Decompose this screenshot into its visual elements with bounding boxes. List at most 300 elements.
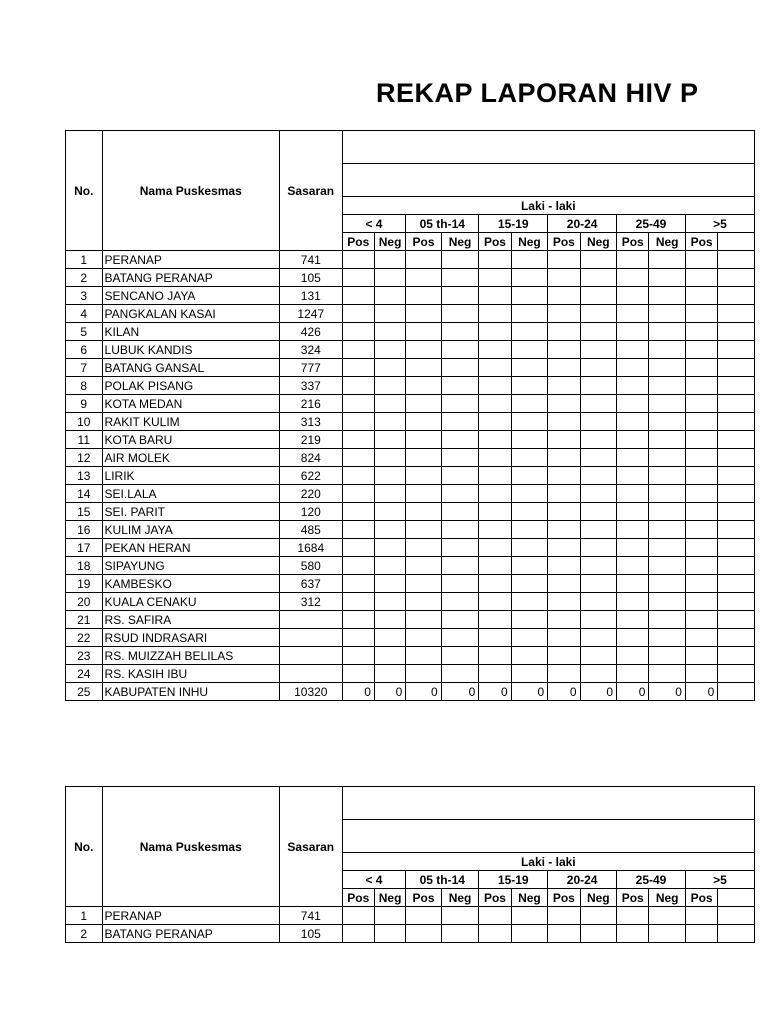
row-value-cell[interactable]: [406, 503, 441, 521]
row-value-cell[interactable]: [511, 665, 548, 683]
row-value-cell[interactable]: [685, 287, 717, 305]
row-value-cell[interactable]: [441, 377, 479, 395]
row-value-cell[interactable]: [511, 629, 548, 647]
row-value-cell[interactable]: [685, 575, 717, 593]
row-value-cell[interactable]: [649, 359, 686, 377]
row-value-cell[interactable]: [406, 907, 441, 925]
row-value-cell[interactable]: [374, 467, 405, 485]
row-value-cell[interactable]: [374, 907, 405, 925]
row-value-cell[interactable]: [685, 907, 717, 925]
row-value-cell[interactable]: [617, 413, 649, 431]
row-value-cell[interactable]: [617, 593, 649, 611]
row-value-cell[interactable]: [441, 305, 479, 323]
row-value-cell[interactable]: [342, 575, 374, 593]
row-no[interactable]: 6: [66, 341, 103, 359]
row-value-cell[interactable]: [548, 593, 580, 611]
row-name[interactable]: KUALA CENAKU: [102, 593, 279, 611]
row-value-cell[interactable]: [342, 503, 374, 521]
row-value-cell[interactable]: [406, 539, 441, 557]
row-value-cell[interactable]: [649, 251, 686, 269]
row-value-cell[interactable]: [649, 503, 686, 521]
row-value-cell[interactable]: [511, 323, 548, 341]
row-target[interactable]: 219: [279, 431, 342, 449]
row-value-cell[interactable]: [374, 665, 405, 683]
row-value-cell[interactable]: [685, 539, 717, 557]
row-value-cell[interactable]: [406, 449, 441, 467]
row-value-cell[interactable]: [649, 539, 686, 557]
row-value-cell[interactable]: 0: [511, 683, 548, 701]
row-value-cell[interactable]: [718, 907, 755, 925]
row-target[interactable]: 120: [279, 503, 342, 521]
row-value-cell[interactable]: [374, 503, 405, 521]
row-value-cell[interactable]: [617, 629, 649, 647]
row-value-cell[interactable]: [580, 449, 617, 467]
row-value-cell[interactable]: [406, 431, 441, 449]
row-value-cell[interactable]: [511, 413, 548, 431]
row-value-cell[interactable]: [479, 907, 511, 925]
row-value-cell[interactable]: [342, 341, 374, 359]
row-value-cell[interactable]: [342, 395, 374, 413]
row-value-cell[interactable]: [511, 485, 548, 503]
row-value-cell[interactable]: [718, 305, 755, 323]
row-value-cell[interactable]: [649, 377, 686, 395]
row-value-cell[interactable]: [718, 431, 755, 449]
row-target[interactable]: 313: [279, 413, 342, 431]
row-value-cell[interactable]: [479, 251, 511, 269]
row-no[interactable]: 2: [66, 925, 103, 943]
row-value-cell[interactable]: [548, 467, 580, 485]
row-value-cell[interactable]: [580, 665, 617, 683]
row-value-cell[interactable]: [548, 907, 580, 925]
row-value-cell[interactable]: 0: [685, 683, 717, 701]
row-value-cell[interactable]: [649, 521, 686, 539]
row-value-cell[interactable]: [511, 539, 548, 557]
row-value-cell[interactable]: [374, 449, 405, 467]
row-value-cell[interactable]: [441, 521, 479, 539]
row-value-cell[interactable]: [374, 287, 405, 305]
row-value-cell[interactable]: [374, 341, 405, 359]
row-value-cell[interactable]: [441, 593, 479, 611]
row-value-cell[interactable]: 0: [406, 683, 441, 701]
row-value-cell[interactable]: [718, 341, 755, 359]
row-value-cell[interactable]: [580, 341, 617, 359]
row-value-cell[interactable]: [374, 431, 405, 449]
row-value-cell[interactable]: [511, 341, 548, 359]
row-value-cell[interactable]: [479, 431, 511, 449]
row-value-cell[interactable]: [511, 647, 548, 665]
row-target[interactable]: [279, 611, 342, 629]
row-value-cell[interactable]: [548, 485, 580, 503]
row-value-cell[interactable]: [406, 323, 441, 341]
row-no[interactable]: 20: [66, 593, 103, 611]
row-no[interactable]: 12: [66, 449, 103, 467]
row-value-cell[interactable]: [548, 359, 580, 377]
row-value-cell[interactable]: [718, 611, 755, 629]
row-no[interactable]: 16: [66, 521, 103, 539]
row-value-cell[interactable]: [685, 665, 717, 683]
row-value-cell[interactable]: [511, 431, 548, 449]
row-value-cell[interactable]: [479, 413, 511, 431]
row-value-cell[interactable]: [441, 575, 479, 593]
row-value-cell[interactable]: [342, 467, 374, 485]
row-no[interactable]: 9: [66, 395, 103, 413]
row-value-cell[interactable]: [406, 341, 441, 359]
row-no[interactable]: 19: [66, 575, 103, 593]
row-value-cell[interactable]: [718, 503, 755, 521]
row-target[interactable]: 337: [279, 377, 342, 395]
row-target[interactable]: [279, 665, 342, 683]
row-value-cell[interactable]: [479, 593, 511, 611]
row-name[interactable]: SENCANO JAYA: [102, 287, 279, 305]
row-value-cell[interactable]: [548, 431, 580, 449]
row-value-cell[interactable]: [649, 647, 686, 665]
row-value-cell[interactable]: [685, 305, 717, 323]
row-value-cell[interactable]: [511, 593, 548, 611]
row-value-cell[interactable]: [685, 413, 717, 431]
row-value-cell[interactable]: [718, 521, 755, 539]
row-value-cell[interactable]: [406, 593, 441, 611]
row-value-cell[interactable]: [685, 647, 717, 665]
row-value-cell[interactable]: [580, 611, 617, 629]
row-value-cell[interactable]: [548, 539, 580, 557]
row-value-cell[interactable]: [479, 449, 511, 467]
row-value-cell[interactable]: [406, 269, 441, 287]
row-name[interactable]: PANGKALAN KASAI: [102, 305, 279, 323]
row-no[interactable]: 3: [66, 287, 103, 305]
row-value-cell[interactable]: [649, 593, 686, 611]
row-value-cell[interactable]: 0: [649, 683, 686, 701]
row-value-cell[interactable]: [342, 629, 374, 647]
row-value-cell[interactable]: [342, 305, 374, 323]
row-value-cell[interactable]: [511, 377, 548, 395]
row-value-cell[interactable]: [511, 269, 548, 287]
row-value-cell[interactable]: [649, 665, 686, 683]
row-value-cell[interactable]: [685, 611, 717, 629]
row-value-cell[interactable]: [718, 647, 755, 665]
row-value-cell[interactable]: [406, 629, 441, 647]
row-value-cell[interactable]: [511, 467, 548, 485]
row-value-cell[interactable]: [617, 431, 649, 449]
row-value-cell[interactable]: [479, 377, 511, 395]
row-value-cell[interactable]: [342, 251, 374, 269]
row-value-cell[interactable]: [441, 485, 479, 503]
row-value-cell[interactable]: [617, 557, 649, 575]
row-value-cell[interactable]: [649, 269, 686, 287]
row-value-cell[interactable]: [718, 683, 755, 701]
row-value-cell[interactable]: [441, 665, 479, 683]
row-value-cell[interactable]: [342, 413, 374, 431]
row-name[interactable]: KABUPATEN INHU: [102, 683, 279, 701]
row-value-cell[interactable]: 0: [580, 683, 617, 701]
row-value-cell[interactable]: [649, 467, 686, 485]
row-value-cell[interactable]: [718, 665, 755, 683]
row-value-cell[interactable]: [580, 305, 617, 323]
row-value-cell[interactable]: [441, 557, 479, 575]
row-value-cell[interactable]: [441, 539, 479, 557]
row-value-cell[interactable]: [406, 305, 441, 323]
row-value-cell[interactable]: [649, 431, 686, 449]
row-value-cell[interactable]: [441, 629, 479, 647]
row-target[interactable]: 741: [279, 907, 342, 925]
row-target[interactable]: 105: [279, 269, 342, 287]
row-no[interactable]: 14: [66, 485, 103, 503]
row-no[interactable]: 1: [66, 251, 103, 269]
row-value-cell[interactable]: [617, 251, 649, 269]
row-value-cell[interactable]: [342, 377, 374, 395]
row-no[interactable]: 11: [66, 431, 103, 449]
row-value-cell[interactable]: [374, 647, 405, 665]
row-value-cell[interactable]: [374, 395, 405, 413]
row-value-cell[interactable]: [718, 359, 755, 377]
row-value-cell[interactable]: [374, 521, 405, 539]
row-value-cell[interactable]: [479, 323, 511, 341]
row-value-cell[interactable]: [580, 359, 617, 377]
row-value-cell[interactable]: [548, 323, 580, 341]
row-value-cell[interactable]: [406, 395, 441, 413]
row-target[interactable]: 105: [279, 925, 342, 943]
row-value-cell[interactable]: [580, 575, 617, 593]
row-value-cell[interactable]: [580, 539, 617, 557]
row-name[interactable]: SIPAYUNG: [102, 557, 279, 575]
row-value-cell[interactable]: [617, 647, 649, 665]
row-value-cell[interactable]: [511, 359, 548, 377]
row-value-cell[interactable]: [441, 251, 479, 269]
row-value-cell[interactable]: [342, 323, 374, 341]
row-value-cell[interactable]: [548, 395, 580, 413]
row-value-cell[interactable]: [479, 359, 511, 377]
row-value-cell[interactable]: [617, 925, 649, 943]
row-value-cell[interactable]: [548, 611, 580, 629]
row-value-cell[interactable]: [617, 341, 649, 359]
row-value-cell[interactable]: [548, 305, 580, 323]
row-value-cell[interactable]: [617, 467, 649, 485]
row-name[interactable]: AIR MOLEK: [102, 449, 279, 467]
row-value-cell[interactable]: [374, 593, 405, 611]
row-value-cell[interactable]: [406, 377, 441, 395]
row-value-cell[interactable]: [580, 269, 617, 287]
row-value-cell[interactable]: [685, 449, 717, 467]
row-value-cell[interactable]: [479, 395, 511, 413]
row-value-cell[interactable]: [718, 449, 755, 467]
row-value-cell[interactable]: [718, 629, 755, 647]
row-value-cell[interactable]: [479, 557, 511, 575]
row-value-cell[interactable]: [617, 359, 649, 377]
row-value-cell[interactable]: [548, 521, 580, 539]
row-value-cell[interactable]: [548, 413, 580, 431]
row-value-cell[interactable]: [406, 647, 441, 665]
row-target[interactable]: 1247: [279, 305, 342, 323]
row-value-cell[interactable]: [406, 575, 441, 593]
row-value-cell[interactable]: [617, 665, 649, 683]
row-value-cell[interactable]: [649, 323, 686, 341]
row-value-cell[interactable]: [617, 287, 649, 305]
row-name[interactable]: BATANG PERANAP: [102, 269, 279, 287]
row-value-cell[interactable]: [718, 287, 755, 305]
row-value-cell[interactable]: [441, 611, 479, 629]
row-value-cell[interactable]: [649, 907, 686, 925]
row-no[interactable]: 15: [66, 503, 103, 521]
row-name[interactable]: LIRIK: [102, 467, 279, 485]
row-value-cell[interactable]: [511, 287, 548, 305]
row-no[interactable]: 4: [66, 305, 103, 323]
row-value-cell[interactable]: [548, 287, 580, 305]
row-value-cell[interactable]: [580, 395, 617, 413]
row-value-cell[interactable]: [718, 485, 755, 503]
row-value-cell[interactable]: [649, 557, 686, 575]
row-value-cell[interactable]: [374, 629, 405, 647]
row-value-cell[interactable]: [580, 647, 617, 665]
row-value-cell[interactable]: [548, 575, 580, 593]
row-value-cell[interactable]: 0: [617, 683, 649, 701]
row-value-cell[interactable]: [580, 521, 617, 539]
row-value-cell[interactable]: [718, 395, 755, 413]
row-name[interactable]: KAMBESKO: [102, 575, 279, 593]
row-value-cell[interactable]: [441, 287, 479, 305]
row-value-cell[interactable]: [685, 485, 717, 503]
row-value-cell[interactable]: [406, 287, 441, 305]
row-value-cell[interactable]: 0: [441, 683, 479, 701]
row-value-cell[interactable]: [617, 377, 649, 395]
row-no[interactable]: 10: [66, 413, 103, 431]
row-name[interactable]: POLAK PISANG: [102, 377, 279, 395]
row-value-cell[interactable]: [617, 323, 649, 341]
row-value-cell[interactable]: [342, 557, 374, 575]
row-value-cell[interactable]: [374, 575, 405, 593]
row-value-cell[interactable]: [685, 467, 717, 485]
row-value-cell[interactable]: [617, 395, 649, 413]
row-value-cell[interactable]: [479, 503, 511, 521]
row-value-cell[interactable]: [511, 251, 548, 269]
row-name[interactable]: RS. KASIH IBU: [102, 665, 279, 683]
row-value-cell[interactable]: [342, 521, 374, 539]
row-no[interactable]: 1: [66, 907, 103, 925]
row-value-cell[interactable]: [342, 449, 374, 467]
row-value-cell[interactable]: [580, 485, 617, 503]
row-value-cell[interactable]: [649, 611, 686, 629]
row-value-cell[interactable]: [617, 503, 649, 521]
row-target[interactable]: 426: [279, 323, 342, 341]
row-value-cell[interactable]: [548, 557, 580, 575]
row-value-cell[interactable]: [617, 521, 649, 539]
row-value-cell[interactable]: [580, 467, 617, 485]
row-value-cell[interactable]: [479, 647, 511, 665]
row-value-cell[interactable]: [342, 431, 374, 449]
row-no[interactable]: 21: [66, 611, 103, 629]
row-value-cell[interactable]: [479, 269, 511, 287]
row-value-cell[interactable]: [580, 431, 617, 449]
row-value-cell[interactable]: [718, 251, 755, 269]
row-value-cell[interactable]: [511, 449, 548, 467]
row-name[interactable]: KOTA MEDAN: [102, 395, 279, 413]
row-value-cell[interactable]: [718, 323, 755, 341]
row-value-cell[interactable]: [342, 647, 374, 665]
row-value-cell[interactable]: [374, 413, 405, 431]
row-target[interactable]: 220: [279, 485, 342, 503]
row-value-cell[interactable]: [685, 557, 717, 575]
row-value-cell[interactable]: [548, 647, 580, 665]
row-value-cell[interactable]: [580, 925, 617, 943]
row-value-cell[interactable]: [511, 557, 548, 575]
row-value-cell[interactable]: [685, 251, 717, 269]
row-value-cell[interactable]: [441, 323, 479, 341]
row-value-cell[interactable]: [406, 665, 441, 683]
row-value-cell[interactable]: [374, 377, 405, 395]
row-value-cell[interactable]: [548, 377, 580, 395]
row-value-cell[interactable]: [479, 467, 511, 485]
row-value-cell[interactable]: [342, 539, 374, 557]
row-value-cell[interactable]: [406, 611, 441, 629]
row-value-cell[interactable]: [511, 305, 548, 323]
row-value-cell[interactable]: [580, 251, 617, 269]
row-value-cell[interactable]: [617, 449, 649, 467]
row-value-cell[interactable]: [479, 665, 511, 683]
row-no[interactable]: 22: [66, 629, 103, 647]
row-value-cell[interactable]: [406, 467, 441, 485]
row-no[interactable]: 2: [66, 269, 103, 287]
row-value-cell[interactable]: [718, 413, 755, 431]
row-value-cell[interactable]: [342, 665, 374, 683]
row-name[interactable]: BATANG PERANAP: [102, 925, 279, 943]
row-value-cell[interactable]: [685, 269, 717, 287]
row-no[interactable]: 17: [66, 539, 103, 557]
row-value-cell[interactable]: [406, 251, 441, 269]
row-value-cell[interactable]: [649, 305, 686, 323]
row-no[interactable]: 25: [66, 683, 103, 701]
row-value-cell[interactable]: [441, 269, 479, 287]
row-value-cell[interactable]: [649, 287, 686, 305]
row-value-cell[interactable]: [479, 485, 511, 503]
row-value-cell[interactable]: [479, 341, 511, 359]
row-value-cell[interactable]: [580, 323, 617, 341]
row-no[interactable]: 23: [66, 647, 103, 665]
row-value-cell[interactable]: [374, 539, 405, 557]
row-value-cell[interactable]: [685, 323, 717, 341]
row-name[interactable]: SEI.LALA: [102, 485, 279, 503]
row-value-cell[interactable]: [548, 503, 580, 521]
row-value-cell[interactable]: [617, 269, 649, 287]
row-value-cell[interactable]: [479, 539, 511, 557]
row-value-cell[interactable]: [649, 395, 686, 413]
row-value-cell[interactable]: 0: [374, 683, 405, 701]
row-value-cell[interactable]: [441, 467, 479, 485]
row-name[interactable]: PERANAP: [102, 907, 279, 925]
row-name[interactable]: RS. SAFIRA: [102, 611, 279, 629]
row-name[interactable]: RS. MUIZZAH BELILAS: [102, 647, 279, 665]
row-value-cell[interactable]: [342, 359, 374, 377]
row-name[interactable]: LUBUK KANDIS: [102, 341, 279, 359]
row-value-cell[interactable]: [580, 413, 617, 431]
row-no[interactable]: 8: [66, 377, 103, 395]
row-target[interactable]: 777: [279, 359, 342, 377]
row-value-cell[interactable]: [718, 593, 755, 611]
row-no[interactable]: 5: [66, 323, 103, 341]
row-value-cell[interactable]: [441, 413, 479, 431]
row-value-cell[interactable]: [441, 359, 479, 377]
row-value-cell[interactable]: [511, 521, 548, 539]
row-value-cell[interactable]: 0: [548, 683, 580, 701]
row-value-cell[interactable]: [441, 449, 479, 467]
row-value-cell[interactable]: [548, 665, 580, 683]
row-value-cell[interactable]: [685, 359, 717, 377]
row-value-cell[interactable]: [649, 925, 686, 943]
row-value-cell[interactable]: [580, 503, 617, 521]
row-target[interactable]: 1684: [279, 539, 342, 557]
row-target[interactable]: 824: [279, 449, 342, 467]
row-value-cell[interactable]: [342, 907, 374, 925]
row-value-cell[interactable]: [441, 395, 479, 413]
row-value-cell[interactable]: [511, 575, 548, 593]
row-value-cell[interactable]: [374, 323, 405, 341]
